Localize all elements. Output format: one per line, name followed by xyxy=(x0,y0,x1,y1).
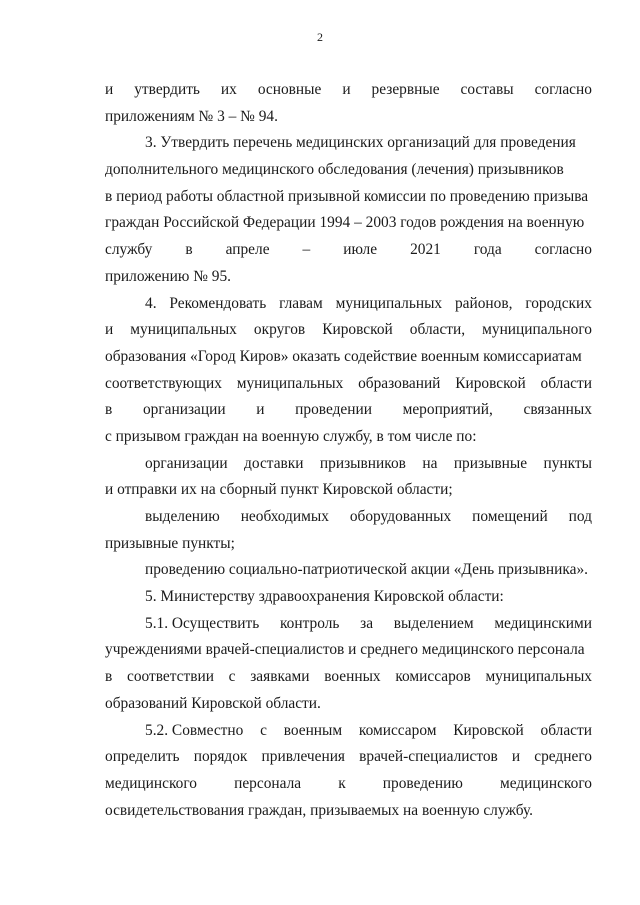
word: организации xyxy=(145,454,228,472)
paragraph xyxy=(105,291,592,451)
word: призывные xyxy=(453,454,528,472)
word: комиссаров xyxy=(395,668,471,686)
word: главам xyxy=(279,294,323,312)
word: медицинского xyxy=(499,774,592,792)
text-line xyxy=(105,611,592,638)
word: мероприятий, xyxy=(402,401,493,419)
word: области, xyxy=(409,321,466,339)
word: службу xyxy=(105,241,153,259)
word: оборудованных xyxy=(349,508,452,525)
text-line: учреждениями врачей-специалистов и среднего медицинского персонала xyxy=(105,641,585,659)
page-number: 2 xyxy=(317,30,323,44)
word: муниципального xyxy=(482,321,592,339)
text-line: освидетельствования граждан, призываемых на военную службу. xyxy=(105,801,534,819)
word: медицинскими xyxy=(494,614,592,632)
word: контроль xyxy=(279,614,340,632)
word: и xyxy=(342,81,351,98)
word: муниципальных xyxy=(335,294,443,312)
document-body xyxy=(105,77,592,824)
word: Рекомендовать xyxy=(169,294,267,312)
word: составы xyxy=(460,81,514,98)
word: заявками xyxy=(250,668,310,686)
paragraph xyxy=(105,77,592,130)
word: в xyxy=(185,241,193,259)
word: персонала xyxy=(234,774,302,792)
word: пункты xyxy=(543,454,592,472)
paragraph xyxy=(105,557,592,584)
paragraph xyxy=(105,718,592,825)
text-line: образований Кировской области. xyxy=(105,694,321,712)
word: Кировской xyxy=(453,721,524,739)
word: под xyxy=(568,508,592,525)
text-line xyxy=(105,317,592,344)
text-line xyxy=(105,77,592,104)
text-line: с призывом граждан на военную службу, в том числе по: xyxy=(105,427,477,445)
word: – xyxy=(302,241,311,259)
word: согласно xyxy=(534,241,592,259)
word: к xyxy=(338,774,346,792)
word: врачей-специалистов xyxy=(359,748,498,766)
text-line xyxy=(105,451,592,478)
text-line xyxy=(105,664,592,691)
word: в xyxy=(105,668,113,686)
word: округов xyxy=(253,321,306,339)
word: утвердить xyxy=(134,81,200,98)
word: Кировской xyxy=(455,374,526,392)
text-line: 5. Министерству здравоохранения Кировской области: xyxy=(145,588,504,606)
word: Кировской xyxy=(322,321,393,339)
word: городских xyxy=(525,294,592,312)
word: доставки xyxy=(244,454,304,472)
word: проведению xyxy=(382,774,463,792)
text-line: образования «Город Киров» оказать содействие военным комиссариатам xyxy=(105,347,582,365)
word: выделению xyxy=(145,508,220,525)
text-line xyxy=(105,397,592,424)
paragraph xyxy=(105,611,592,718)
word: среднего xyxy=(534,748,592,766)
word: связанных xyxy=(523,401,592,419)
word: помещений xyxy=(472,508,548,525)
word: 5.1. Осуществить xyxy=(145,614,260,632)
word: военным xyxy=(283,721,343,739)
word: военных xyxy=(324,668,381,686)
word: привлечения xyxy=(261,748,346,766)
text-line: приложениям № 3 – № 94. xyxy=(105,107,278,125)
text-line: в период работы областной призывной комиссии по проведению призыва xyxy=(105,187,589,205)
word: выделением xyxy=(393,614,474,632)
text-line: призывные пункты; xyxy=(105,534,235,552)
word: согласно xyxy=(534,81,592,98)
word: за xyxy=(360,614,374,632)
text-line xyxy=(105,718,592,745)
text-line: и отправки их на сборный пункт Кировской области; xyxy=(105,481,453,499)
word: 5.2. Совместно xyxy=(145,721,244,739)
word: и xyxy=(256,401,265,419)
word: образований xyxy=(358,374,441,392)
word: апреле xyxy=(225,241,270,259)
paragraph xyxy=(105,584,592,611)
text-line: граждан Российской Федерации 1994 – 2003 годов рождения на военную xyxy=(105,214,585,232)
word: 2021 xyxy=(410,241,441,259)
text-line: дополнительного медицинского обследования (лечения) призывников xyxy=(105,161,564,179)
word: порядок xyxy=(193,748,248,766)
word: муниципальных xyxy=(236,374,344,392)
word: комиссаром xyxy=(358,721,437,739)
paragraph xyxy=(105,504,592,557)
word: соответствии xyxy=(126,668,214,686)
word: в xyxy=(105,401,113,419)
word: муниципальных xyxy=(485,668,592,686)
word: их xyxy=(220,81,237,98)
text-line xyxy=(105,237,592,264)
text-line xyxy=(105,291,592,318)
word: и xyxy=(511,748,521,766)
word: соответствующих xyxy=(105,374,222,392)
word: и xyxy=(105,321,114,339)
word: призывников xyxy=(319,454,406,472)
word: медицинского xyxy=(105,774,197,792)
word: организации xyxy=(142,401,226,419)
word: области xyxy=(540,374,592,392)
paragraph xyxy=(105,451,592,504)
text-line xyxy=(105,371,592,398)
text-line xyxy=(105,504,592,531)
text-line: приложению № 95. xyxy=(105,267,232,285)
word: 4. xyxy=(145,294,157,312)
word: года xyxy=(473,241,502,259)
text-line xyxy=(105,771,592,798)
word: на xyxy=(422,454,438,472)
text-line: 3. Утвердить перечень медицинских организаций для проведения xyxy=(145,134,576,152)
word: муниципальных xyxy=(130,321,237,339)
word: резервные xyxy=(371,81,440,98)
word: области xyxy=(540,721,592,739)
paragraph xyxy=(105,130,592,290)
word: необходимых xyxy=(240,508,329,525)
word: проведении xyxy=(295,401,372,419)
text-line: проведению социально-патриотической акции «День призывника». xyxy=(145,561,588,579)
word: и xyxy=(105,81,114,98)
word: определить xyxy=(105,748,180,766)
word: июле xyxy=(343,241,378,259)
word: районов, xyxy=(454,294,513,312)
word: с xyxy=(260,721,267,739)
word: основные xyxy=(257,81,322,98)
word: с xyxy=(228,668,236,686)
text-line xyxy=(105,744,592,771)
